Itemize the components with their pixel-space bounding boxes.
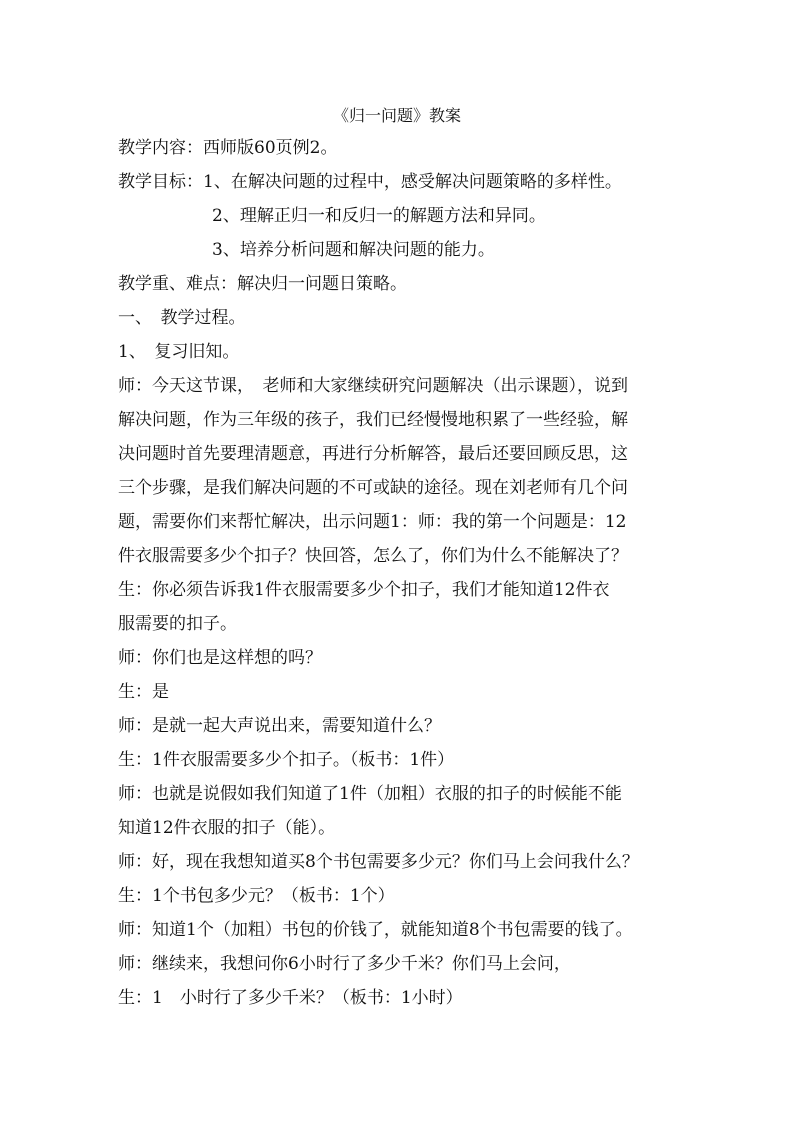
dialogue-line: 师：是就一起大声说出来，需要知道什么？: [118, 716, 441, 736]
teaching-goal-2-line: 2、理解正归一和反归一的解题方法和异同。: [212, 206, 546, 226]
paragraph-line: 解决问题，作为三年级的孩子，我们已经慢慢地积累了一些经验，解: [118, 410, 628, 430]
paragraph-line: 服需要的扣子。: [118, 614, 237, 634]
paragraph-line: 生：你必须告诉我1件衣服需要多少个扣子，我们才能知道12件衣: [118, 580, 610, 600]
teaching-goal-line: 教学目标：1、在解决问题的过程中，感受解决问题策略的多样性。: [118, 172, 622, 192]
dialogue-line: 师：好，现在我想知道买8个书包需要多少元？你们马上会问我什么？: [118, 852, 639, 872]
paragraph-line: 决问题时首先要理清题意，再进行分析解答，最后还要回顾反思，这: [118, 444, 628, 464]
paragraph-line: 题，需要你们来帮忙解决，出示问题1：师：我的第一个问题是：12: [118, 512, 627, 532]
dialogue-line: 知道12件衣服的扣子（能）。: [118, 818, 336, 838]
paragraph-line: 三个步骤，是我们解决问题的不可或缺的途径。现在刘老师有几个问: [118, 478, 628, 498]
dialogue-line: 生：1件衣服需要多少个扣子。（板书：1件）: [118, 750, 455, 770]
document-title: 《归一问题》教案: [332, 106, 461, 125]
section-heading: 一、 教学过程。: [118, 308, 246, 328]
dialogue-line: 师：也就是说假如我们知道了1件（加粗）衣服的扣子的时候能不能: [118, 784, 622, 804]
dialogue-line: 师：你们也是这样想的吗？: [118, 648, 322, 668]
key-points-line: 教学重、难点：解决归一问题日策略。: [118, 274, 407, 294]
paragraph-line: 师：今天这节课， 老师和大家继续研究问题解决（出示课题），说到: [118, 376, 628, 396]
dialogue-line: 生：1 小时行了多少千米？（板书：1小时）: [118, 988, 463, 1008]
paragraph-line: 件衣服需要多少个扣子？快回答，怎么了，你们为什么不能解决了？: [118, 546, 628, 566]
dialogue-line: 师：知道1个（加粗）书包的价钱了，就能知道8个书包需要的钱了。: [118, 920, 633, 940]
dialogue-line: 生：是: [118, 682, 169, 702]
dialogue-line: 师：继续来，我想问你6小时行了多少千米？你们马上会问，: [118, 954, 571, 974]
teaching-content-line: 教学内容：西师版60页例2。: [118, 138, 338, 158]
dialogue-line: 生：1个书包多少元？（板书：1个）: [118, 886, 395, 906]
teaching-goal-3-line: 3、培养分析问题和解决问题的能力。: [212, 240, 495, 260]
subsection-heading: 1、 复习旧知。: [118, 342, 240, 362]
